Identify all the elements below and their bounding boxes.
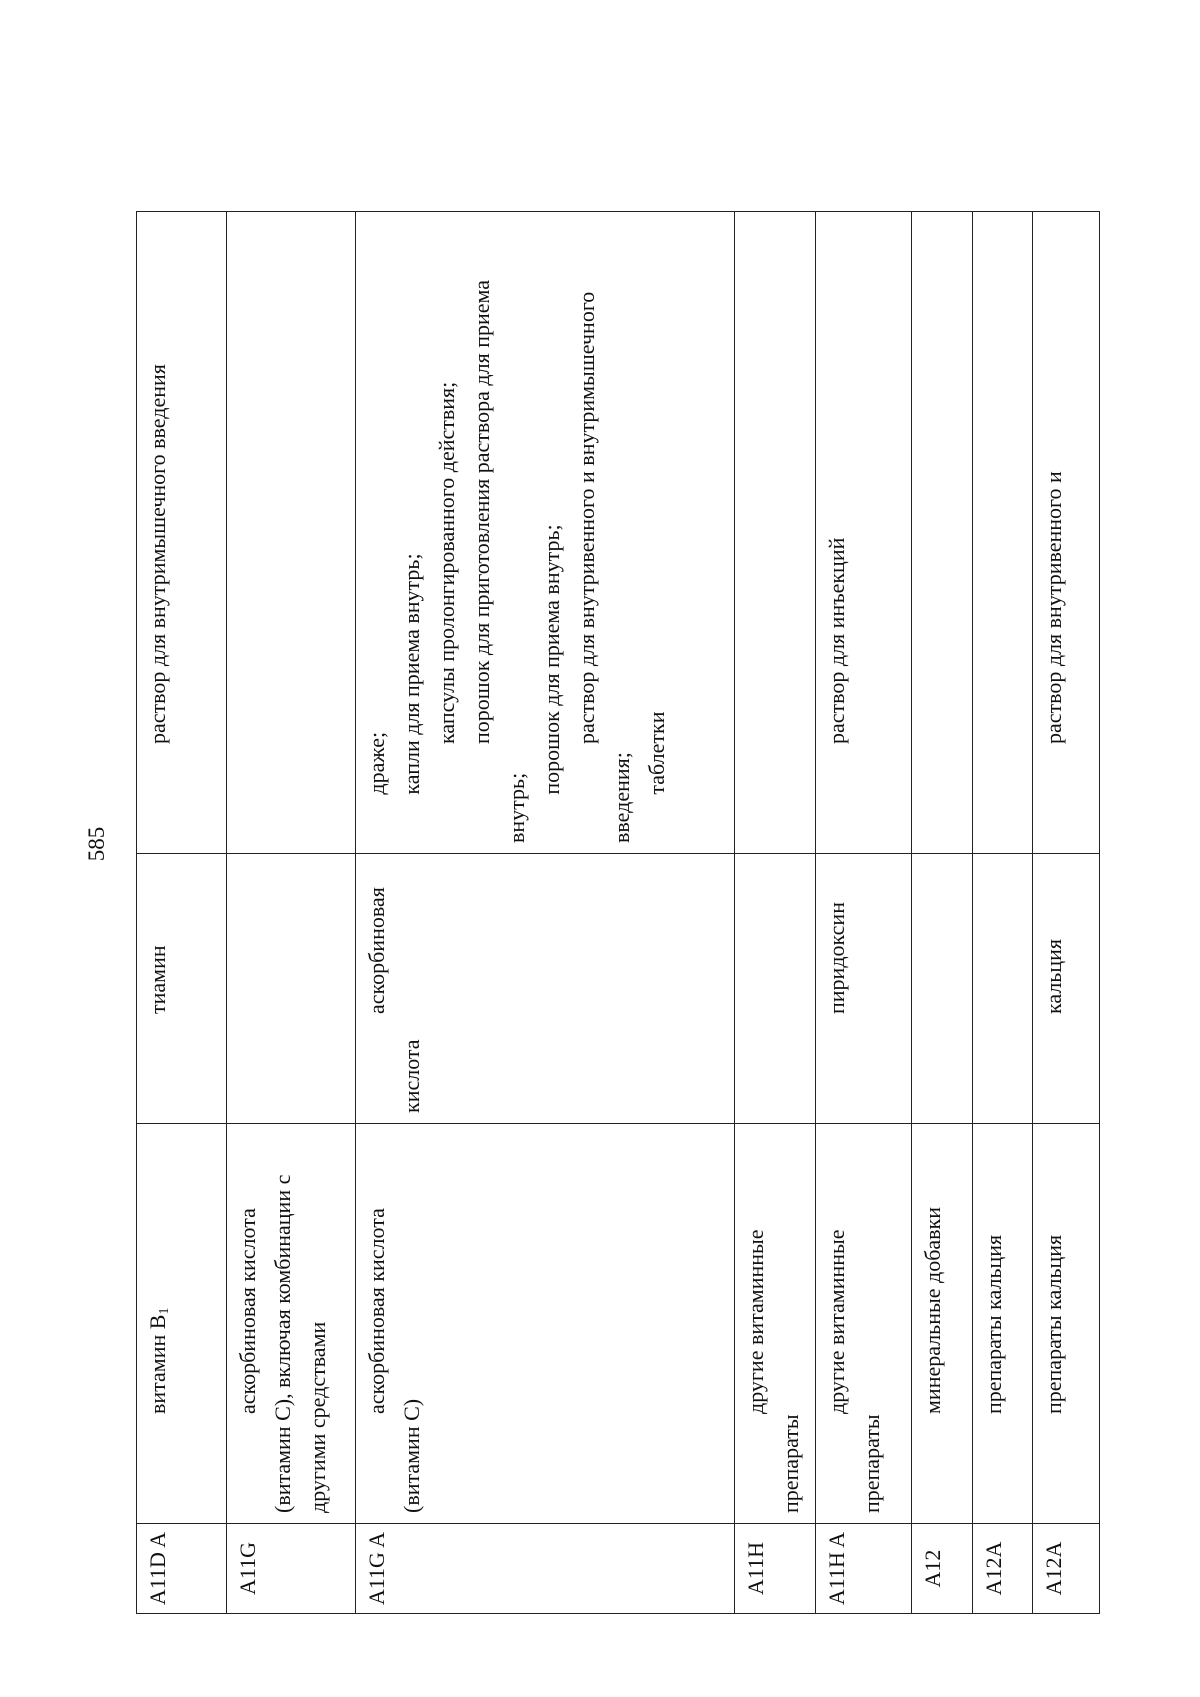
form-cell (912, 212, 973, 854)
substance-cell: тиамин (137, 854, 227, 1124)
substance-cell (734, 854, 815, 1124)
form-line: порошок для приготовления раствора для приема внутрь; (469, 279, 530, 843)
drug-classification-table (136, 211, 1100, 1614)
table-row (912, 212, 973, 1614)
table-row (1033, 212, 1100, 1614)
atc-code-cell: A11D A (137, 1524, 227, 1614)
group-cell (137, 1124, 227, 1524)
substance-cell (912, 854, 973, 1124)
group-cell: аскорбиновая кислота (витамин C) (356, 1124, 735, 1524)
group-cell: препараты кальция (1033, 1124, 1100, 1524)
table-row (972, 212, 1033, 1614)
form-cell (356, 212, 735, 854)
form-line: драже; (364, 731, 390, 795)
page-number: 585 (84, 826, 109, 862)
form-cell (226, 212, 355, 854)
group-cell: минеральные добавки (912, 1124, 973, 1524)
atc-code-cell: A11G A (356, 1524, 735, 1614)
atc-code-cell: A11H (734, 1524, 815, 1614)
form-cell (972, 212, 1033, 854)
group-subscript: 1 (157, 1307, 172, 1315)
table-container (136, 212, 1100, 1614)
substance-cell (226, 854, 355, 1124)
group-cell: препараты кальция (972, 1124, 1033, 1524)
atc-code-cell: A11G (226, 1524, 355, 1614)
atc-code-cell: A12 (912, 1524, 973, 1614)
table-row (816, 212, 912, 1614)
substance-cell: кальция (1033, 854, 1100, 1124)
group-cell: аскорбиновая кислота (витамин C), включая комбинации с другими средствами (226, 1124, 355, 1524)
table-row (356, 212, 735, 1614)
form-line: порошок для приема внутрь; (539, 524, 565, 795)
atc-code-cell: A11H A (816, 1524, 912, 1614)
group-cell: другие витаминные препараты (734, 1124, 815, 1524)
form-line: капсулы пролонгированного действия; (434, 381, 460, 744)
form-line: таблетки (644, 711, 670, 795)
substance-cell: пиридоксин (816, 854, 912, 1124)
atc-code-cell: A12A (972, 1524, 1033, 1614)
atc-code-cell: A12A (1033, 1524, 1100, 1614)
group-cell: другие витаминные препараты (816, 1124, 912, 1524)
substance-cell: аскорбиновая кислота (356, 854, 735, 1124)
substance-cell (972, 854, 1033, 1124)
form-cell: раствор для инъекций (816, 212, 912, 854)
form-cell: раствор для внутривенного и (1033, 212, 1100, 854)
table-row (734, 212, 815, 1614)
table-row (137, 212, 227, 1614)
group-text: витамин B (145, 1314, 170, 1414)
table-row (226, 212, 355, 1614)
form-cell (734, 212, 815, 854)
form-line: раствор для внутривенного и внутримышечного введения; (574, 291, 635, 843)
form-line: капли для приема внутрь; (399, 553, 425, 795)
form-cell: раствор для внутримышечного введения (137, 212, 227, 854)
